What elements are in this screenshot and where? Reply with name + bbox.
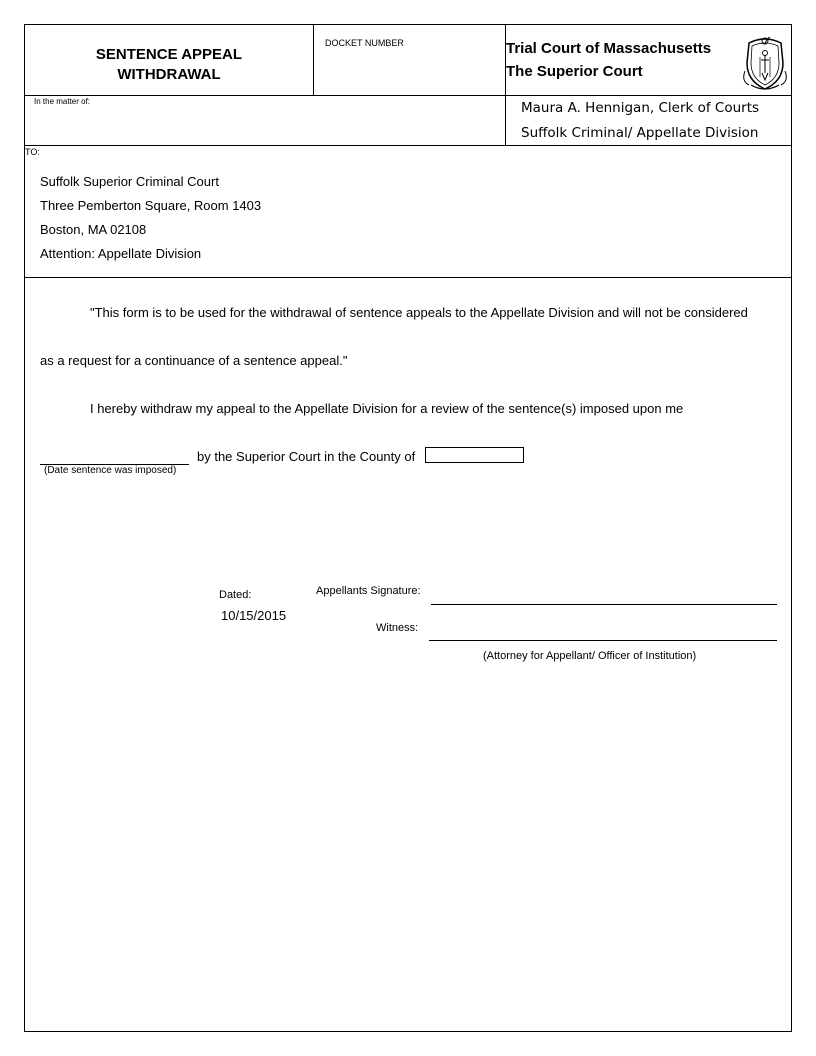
docket-number-label: DOCKET NUMBER (325, 38, 404, 48)
docket-number-field[interactable] (325, 53, 495, 89)
date-imposed-caption: (Date sentence was imposed) (44, 465, 177, 476)
address-line: Boston, MA 02108 (40, 222, 147, 237)
matter-label: In the matter of: (34, 97, 91, 106)
to-label: TO: (25, 147, 40, 157)
witness-caption: (Attorney for Appellant/ Officer of Institution) (483, 650, 697, 662)
date-imposed-field[interactable] (40, 447, 189, 465)
address-line: Attention: Appellate Division (40, 246, 202, 261)
form-title-line1: SENTENCE APPEAL (95, 46, 243, 63)
witness-label: Witness: (376, 622, 419, 634)
title-divider (313, 25, 314, 95)
dated-label: Dated: (219, 589, 252, 601)
recipient-address (40, 170, 261, 266)
witness-signature-line[interactable] (429, 640, 777, 641)
withdraw-statement: I hereby withdraw my appeal to the Appellate Division for a review of the sentence(s) imposed upon me (90, 401, 684, 416)
address-line: Suffolk Superior Criminal Court (40, 174, 219, 189)
massachusetts-seal-icon (741, 33, 789, 91)
appellant-signature-label: Appellants Signature: (316, 585, 421, 597)
court-name-line2: The Superior Court (506, 63, 643, 80)
clerk-division: Suffolk Criminal/ Appellate Division (521, 125, 759, 141)
address-bottom-rule (25, 277, 791, 278)
notice-line1: "This form is to be used for the withdrawal of sentence appeals to the Appellate Division and will not be considered (90, 305, 748, 320)
clerk-name: Maura A. Hennigan, Clerk of Courts (521, 100, 760, 116)
court-name-line1: Trial Court of Massachusetts (506, 40, 712, 57)
form-frame (24, 24, 792, 1032)
matter-field[interactable] (34, 109, 494, 141)
matter-divider (505, 95, 506, 145)
notice-line2: as a request for a continuance of a sentence appeal." (40, 353, 348, 368)
court-county-text: by the Superior Court in the County of (197, 449, 416, 464)
dated-value[interactable]: 10/15/2015 (221, 608, 287, 623)
county-input[interactable] (425, 447, 524, 463)
address-line: Three Pemberton Square, Room 1403 (40, 198, 262, 213)
court-name (506, 37, 711, 83)
clerk-info (521, 96, 759, 146)
form-title (25, 45, 313, 85)
form-title-line2: WITHDRAWAL (117, 66, 221, 83)
appellant-signature-line[interactable] (431, 604, 777, 605)
